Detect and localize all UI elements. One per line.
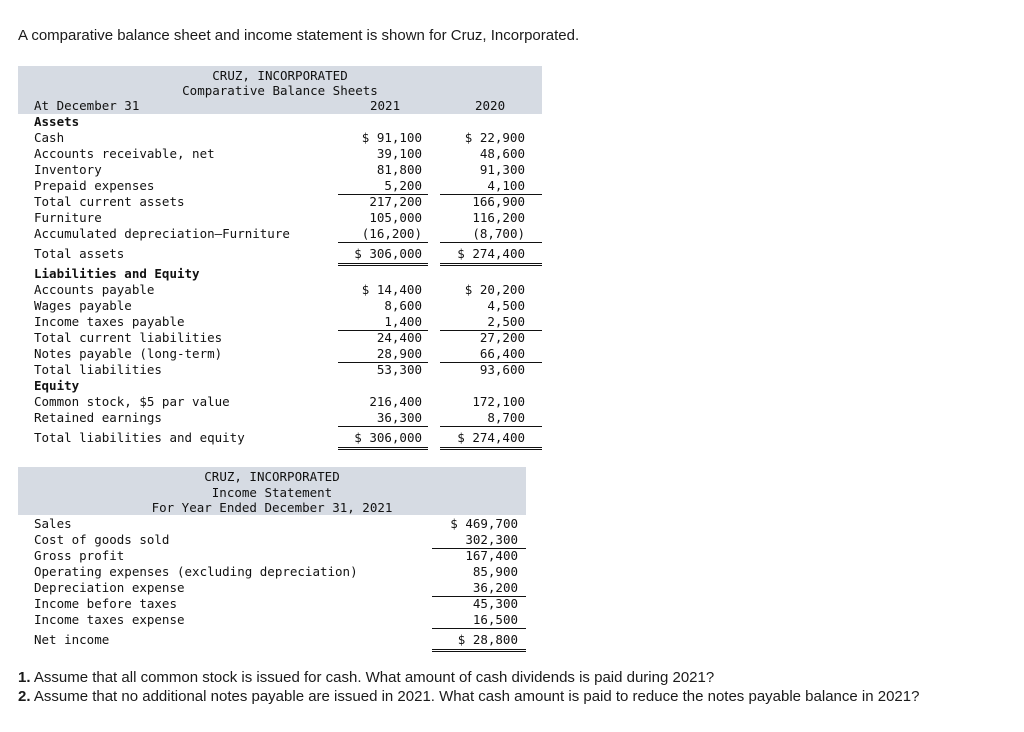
bs-row-value-2021: 1,400 xyxy=(384,314,422,329)
is-row-label: Net income xyxy=(34,632,110,647)
bs-row-label: Total liabilities and equity xyxy=(34,430,245,445)
bs-row-value-2020: 116,200 xyxy=(472,210,525,225)
bs-col-2020: 2020 xyxy=(475,98,506,113)
bs-row-value-2021: $ 91,100 xyxy=(361,130,422,145)
bs-row-value-2020: 2,500 xyxy=(487,314,525,329)
question-2-text: Assume that no additional notes payable are issued in 2021. What cash amount is paid to reduce the notes payable balance in 2021? xyxy=(30,688,920,705)
bs-row-value-2021: 28,900 xyxy=(376,346,422,361)
bs-row-value-2020: $ 274,400 xyxy=(457,430,525,445)
bs-row-value-2021: 217,200 xyxy=(369,194,422,209)
bs-row-value-2021: $ 306,000 xyxy=(354,430,422,445)
is-row-value: 45,300 xyxy=(472,596,518,611)
bs-row-value-2020: 172,100 xyxy=(472,394,525,409)
bs-company: CRUZ, INCORPORATED xyxy=(212,68,348,83)
bs-row-label: Notes payable (long-term) xyxy=(34,346,223,361)
bs-row-value-2021: 53,300 xyxy=(376,362,422,377)
is-row-label: Depreciation expense xyxy=(34,580,185,595)
is-row-label: Sales xyxy=(34,516,72,531)
bs-double-underline xyxy=(440,263,542,266)
is-row-value: 36,200 xyxy=(472,580,518,595)
bs-row-label: Total assets xyxy=(34,246,125,261)
question-2-number: 2. xyxy=(18,688,31,705)
bs-row-label: Inventory xyxy=(34,162,102,177)
bs-row-label: Furniture xyxy=(34,210,102,225)
bs-title: Comparative Balance Sheets xyxy=(182,83,378,98)
bs-underline xyxy=(440,242,542,243)
question-1-text: Assume that all common stock is issued for cash. What amount of cash dividends is paid during 2021? xyxy=(30,669,715,686)
is-period: For Year Ended December 31, 2021 xyxy=(151,500,393,515)
bs-row-value-2021: 5,200 xyxy=(384,178,422,193)
is-row-value: 302,300 xyxy=(465,532,518,547)
bs-row-value-2021: 216,400 xyxy=(369,394,422,409)
is-row-value: $ 469,700 xyxy=(450,516,518,531)
bs-row-label: Accumulated depreciation—Furniture xyxy=(34,226,290,241)
bs-row-label: Cash xyxy=(34,130,65,145)
is-title: Income Statement xyxy=(211,485,333,500)
bs-row-label: Income taxes payable xyxy=(34,314,185,329)
bs-row-value-2020: 93,600 xyxy=(479,362,525,377)
bs-row-label: Accounts payable xyxy=(34,282,155,297)
question-1 xyxy=(18,668,1008,687)
is-row-value: 167,400 xyxy=(465,548,518,563)
bs-row-value-2021: $ 14,400 xyxy=(361,282,422,297)
bs-row-value-2021: 39,100 xyxy=(376,146,422,161)
is-row-label: Operating expenses (excluding depreciation) xyxy=(34,564,358,579)
bs-row-value-2020: 48,600 xyxy=(479,146,525,161)
bs-row-label: Common stock, $5 par value xyxy=(34,394,230,409)
bs-row-label: Wages payable xyxy=(34,298,132,313)
bs-row-value-2021: 105,000 xyxy=(369,210,422,225)
bs-double-underline xyxy=(440,447,542,450)
is-row-value: 16,500 xyxy=(472,612,518,627)
bs-row-value-2020: 66,400 xyxy=(479,346,525,361)
bs-row-value-2020: 4,500 xyxy=(487,298,525,313)
question-1-number: 1. xyxy=(18,669,31,686)
bs-col-2021: 2021 xyxy=(370,98,401,113)
is-row-label: Cost of goods sold xyxy=(34,532,170,547)
is-underline xyxy=(432,628,526,629)
bs-row-value-2020: (8,700) xyxy=(472,226,525,241)
bs-row-label: Liabilities and Equity xyxy=(34,266,200,281)
bs-row-label: Retained earnings xyxy=(34,410,162,425)
bs-row-label: Total current assets xyxy=(34,194,185,209)
bs-date-label: At December 31 xyxy=(34,98,140,113)
is-row-label: Income taxes expense xyxy=(34,612,185,627)
bs-row-label: Prepaid expenses xyxy=(34,178,155,193)
bs-row-value-2021: 24,400 xyxy=(376,330,422,345)
is-row-label: Gross profit xyxy=(34,548,125,563)
bs-underline xyxy=(338,426,428,427)
bs-double-underline xyxy=(338,263,428,266)
bs-row-value-2020: $ 274,400 xyxy=(457,246,525,261)
bs-row-label: Assets xyxy=(34,114,80,129)
bs-row-value-2021: 36,300 xyxy=(376,410,422,425)
is-row-value: 85,900 xyxy=(472,564,518,579)
is-company: CRUZ, INCORPORATED xyxy=(204,469,340,484)
bs-row-value-2021: 8,600 xyxy=(384,298,422,313)
is-row-label: Income before taxes xyxy=(34,596,177,611)
bs-row-value-2020: $ 20,200 xyxy=(464,282,525,297)
is-row-value: $ 28,800 xyxy=(457,632,518,647)
is-double-underline xyxy=(432,649,526,652)
bs-row-value-2020: 4,100 xyxy=(487,178,525,193)
bs-row-value-2021: (16,200) xyxy=(361,226,422,241)
bs-row-value-2020: 166,900 xyxy=(472,194,525,209)
questions xyxy=(18,668,1008,706)
bs-row-value-2020: $ 22,900 xyxy=(464,130,525,145)
bs-row-label: Equity xyxy=(34,378,80,393)
bs-underline xyxy=(338,242,428,243)
bs-row-value-2021: $ 306,000 xyxy=(354,246,422,261)
bs-row-label: Total current liabilities xyxy=(34,330,223,345)
bs-row-label: Total liabilities xyxy=(34,362,162,377)
bs-row-value-2020: 8,700 xyxy=(487,410,525,425)
bs-row-label: Accounts receivable, net xyxy=(34,146,215,161)
bs-underline xyxy=(440,426,542,427)
intro-text: A comparative balance sheet and income statement is shown for Cruz, Incorporated. xyxy=(18,27,580,44)
bs-row-value-2020: 91,300 xyxy=(479,162,525,177)
question-2 xyxy=(18,687,1008,706)
bs-row-value-2020: 27,200 xyxy=(479,330,525,345)
bs-row-value-2021: 81,800 xyxy=(376,162,422,177)
bs-double-underline xyxy=(338,447,428,450)
